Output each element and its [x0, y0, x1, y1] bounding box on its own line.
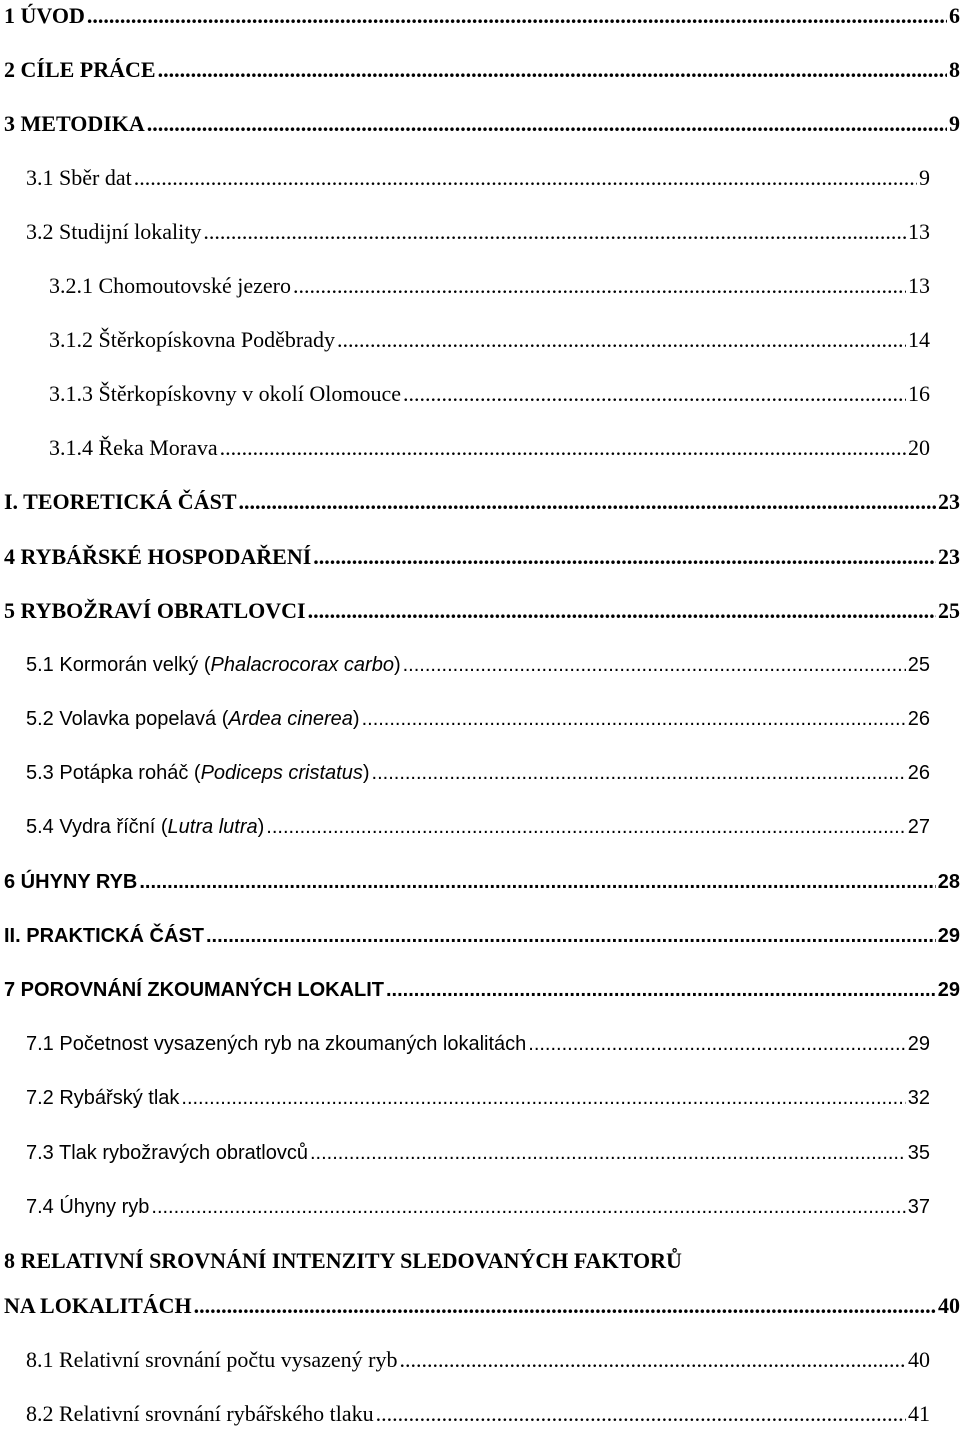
- toc-entry-page: 28: [937, 871, 960, 893]
- toc-entry-label: 7.3 Tlak rybožravých obratlovců: [26, 1142, 308, 1164]
- toc-entry[interactable]: [49, 270, 930, 302]
- toc-entry-label: 7.2 Rybářský tlak: [26, 1087, 180, 1109]
- toc-entry-heading-line: 8 RELATIVNÍ SROVNÁNÍ INTENZITY SLEDOVANÝCH FAKTORŮ: [4, 1248, 682, 1273]
- toc-leader-dots: [220, 432, 906, 464]
- toc-entry[interactable]: [49, 324, 930, 356]
- toc-entry-label: 7 POROVNÁNÍ ZKOUMANÝCH LOKALIT: [4, 979, 384, 1001]
- toc-entry-page: 14: [908, 327, 930, 352]
- toc-entry-label: 2 CÍLE PRÁCE: [4, 57, 156, 82]
- toc-leader-dots: [376, 1398, 906, 1430]
- toc-leader-dots: [403, 649, 906, 681]
- toc-entry-page: 29: [937, 979, 960, 1001]
- toc-entry-page: 40: [938, 1293, 960, 1318]
- toc-leader-dots: [399, 1344, 906, 1376]
- toc-entry-page: 13: [908, 273, 930, 298]
- toc-entry[interactable]: [26, 1398, 930, 1430]
- toc-entry-label: 3.1.3 Štěrkopískovny v okolí Olomouce: [49, 381, 401, 406]
- toc-leader-dots: [293, 270, 906, 302]
- toc-entry-page: 8: [949, 57, 960, 82]
- toc-entry[interactable]: [26, 757, 930, 789]
- toc-entry-page: 29: [907, 1033, 930, 1055]
- toc-entry-label: 5 RYBOŽRAVÍ OBRATLOVCI: [4, 598, 306, 623]
- toc-entry-page: 29: [937, 925, 960, 947]
- toc-entry-label: 3.2 Studijní lokality: [26, 219, 202, 244]
- toc-entry[interactable]: [26, 162, 930, 194]
- toc-entry-page: 26: [907, 708, 930, 730]
- toc-entry-label: I. TEORETICKÁ ČÁST: [4, 489, 237, 514]
- toc-entry-label: 3 METODIKA: [4, 111, 145, 136]
- toc-entry[interactable]: [4, 54, 960, 86]
- toc-entry-species: Lutra lutra: [167, 816, 258, 838]
- toc-entry[interactable]: [26, 216, 930, 248]
- toc-leader-dots: [403, 378, 906, 410]
- toc-entry[interactable]: [26, 649, 930, 681]
- toc-leader-dots: [239, 486, 937, 518]
- toc-entry[interactable]: [4, 866, 960, 898]
- toc-leader-dots: [158, 54, 947, 86]
- toc-leader-dots: [206, 920, 936, 952]
- toc-entry-page: 20: [908, 435, 930, 460]
- toc-entry-page: 32: [907, 1087, 930, 1109]
- toc-entry-species: Ardea cinerea: [228, 708, 353, 730]
- toc-entry-species: Phalacrocorax carbo: [210, 654, 394, 676]
- toc-entry-label: 7.1 Početnost vysazených ryb na zkoumaných lokalitách: [26, 1033, 527, 1055]
- toc-entry-label: 3.2.1 Chomoutovské jezero: [49, 273, 291, 298]
- toc-entry-page: 35: [907, 1142, 930, 1164]
- toc-entry[interactable]: [26, 1028, 930, 1060]
- toc-entry-label: 4 RYBÁŘSKÉ HOSPODAŘENÍ: [4, 544, 312, 569]
- toc-entry[interactable]: [4, 0, 960, 32]
- toc-entry[interactable]: [4, 486, 960, 518]
- toc-leader-dots: [194, 1290, 936, 1322]
- toc-entry[interactable]: [26, 1082, 930, 1114]
- toc-entry[interactable]: [4, 541, 960, 573]
- toc-leader-dots: [313, 541, 936, 573]
- toc-entry-label: 5.2 Volavka popelavá (Ardea cinerea): [26, 708, 360, 730]
- toc-entry-label: 8.1 Relativní srovnání počtu vysazený ryb: [26, 1347, 398, 1372]
- toc-entry[interactable]: [26, 1137, 930, 1169]
- toc-entry-page: 27: [907, 816, 930, 838]
- toc-entry-page: 37: [907, 1196, 930, 1218]
- toc-leader-dots: [386, 974, 936, 1006]
- toc-entry-label: 5.1 Kormorán velký (Phalacrocorax carbo): [26, 654, 401, 676]
- toc-entry-page: 16: [908, 381, 930, 406]
- toc-entry[interactable]: [4, 974, 960, 1006]
- toc-leader-dots: [147, 108, 947, 140]
- toc-leader-dots: [362, 703, 906, 735]
- toc-leader-dots: [139, 866, 935, 898]
- toc-entry-page: 9: [949, 111, 960, 136]
- toc-entry-label: 3.1.4 Řeka Morava: [49, 435, 218, 460]
- toc-entry-species: Podiceps cristatus: [200, 762, 363, 784]
- toc-entry-page: 40: [908, 1347, 930, 1372]
- toc-entry-label: 5.4 Vydra říční (Lutra lutra): [26, 816, 265, 838]
- toc-entry-label: 6 ÚHYNY RYB: [4, 871, 138, 893]
- toc-leader-dots: [181, 1082, 905, 1114]
- toc-leader-dots: [203, 216, 906, 248]
- toc-entry-label: 5.3 Potápka roháč (Podiceps cristatus): [26, 762, 370, 784]
- toc-entry-page: 6: [949, 3, 960, 28]
- toc-leader-dots: [308, 595, 936, 627]
- toc-entry-page: 23: [938, 544, 960, 569]
- toc-entry-page: 25: [938, 598, 960, 623]
- toc-entry-page: 26: [907, 762, 930, 784]
- toc-entry[interactable]: [26, 703, 930, 735]
- toc-leader-dots: [134, 162, 917, 194]
- toc-leader-dots: [87, 0, 947, 32]
- toc-leader-dots: [151, 1191, 905, 1223]
- toc-entry-page: 13: [908, 219, 930, 244]
- toc-entry[interactable]: [49, 432, 930, 464]
- toc-entry[interactable]: [4, 1290, 960, 1322]
- toc-entry[interactable]: [49, 378, 930, 410]
- toc-entry-label: 3.1 Sběr dat: [26, 165, 132, 190]
- toc-entry[interactable]: [26, 1344, 930, 1376]
- toc-entry[interactable]: [26, 1191, 930, 1223]
- toc-entry-page: 41: [908, 1401, 930, 1426]
- toc-leader-dots: [528, 1028, 905, 1060]
- toc-entry-page: 23: [938, 489, 960, 514]
- toc-entry-label: 3.1.2 Štěrkopískovna Poděbrady: [49, 327, 335, 352]
- toc-entry-label: 1 ÚVOD: [4, 3, 85, 28]
- toc-entry[interactable]: [26, 811, 930, 843]
- toc-entry-label: II. PRAKTICKÁ ČÁST: [4, 925, 204, 947]
- toc-entry-page: 9: [919, 165, 930, 190]
- toc-entry[interactable]: [4, 595, 960, 627]
- toc-leader-dots: [266, 811, 905, 843]
- toc-leader-dots: [337, 324, 906, 356]
- toc-leader-dots: [310, 1137, 906, 1169]
- toc-leader-dots: [372, 757, 906, 789]
- toc-entry[interactable]: [4, 920, 960, 952]
- toc-entry[interactable]: [4, 108, 960, 140]
- toc-entry-label: 7.4 Úhyny ryb: [26, 1196, 150, 1218]
- toc-entry-label: NA LOKALITÁCH: [4, 1293, 192, 1318]
- toc-entry-page: 25: [907, 654, 930, 676]
- toc-entry-label: 8.2 Relativní srovnání rybářského tlaku: [26, 1401, 374, 1426]
